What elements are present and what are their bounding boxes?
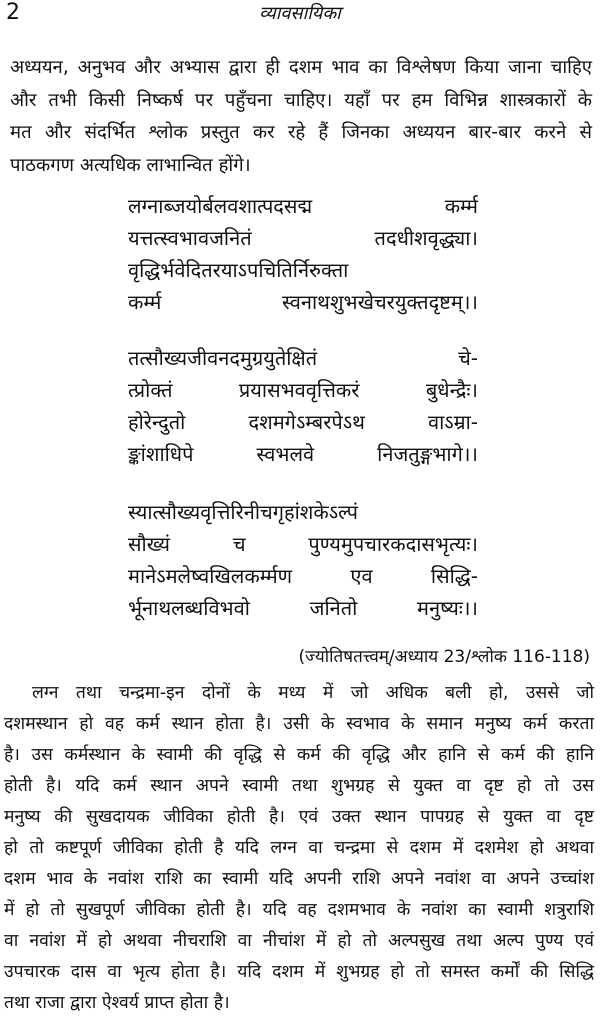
commentary-line: है। उस कर्मस्थान के स्वामी की वृद्धि से कर्म की वृद्धि और हानि से कर्म की हानि: [4, 745, 594, 765]
verse-line: स्यात्सौख्यवृत्तिरिनीचगृहांशकेऽल्पं: [128, 500, 359, 524]
verse-citation: (ज्योतिषतत्त्वम्/अध्याय 23/श्लोक 116-118): [298, 647, 590, 667]
commentary-line: दशमस्थान हो वह कर्म स्थान होता है। उसी के स्वभाव के समान मनुष्य कर्म करता: [4, 714, 594, 734]
verse-line: कर्म्म स्वनाथशुभखेचरयुक्तदृष्टम्।।: [128, 290, 478, 314]
verse-line: तत्सौख्यजीवनदमुग्रयुतेक्षितं चे-: [128, 346, 478, 370]
intro-line: और तभी किसी निष्कर्ष पर पहुँचना चाहिए। यहाँ पर हम विभिन्न शास्त्रकारों के: [10, 89, 592, 111]
running-title: व्यावसायिका: [259, 3, 341, 24]
sanskrit-verse-118: [128, 496, 478, 624]
sanskrit-verse-117: [128, 342, 478, 470]
commentary-paragraph: [4, 678, 594, 1019]
verse-line: सौख्यं च पुण्यमुपचारकदासभृत्यः।: [128, 532, 478, 556]
verse-line: वृद्धिर्भवेदितरयाऽपचितिर्निरुक्ता: [128, 258, 349, 282]
verse-line: र्भूनाथलब्धविभवो जनितो मनुष्यः।।: [128, 596, 478, 620]
page-number: 2: [6, 0, 20, 25]
commentary-line: उपचारक दास वा भृत्य होता है। यदि दशम में शुभग्रह हो तो समस्त कर्मों की सिद्धि: [4, 962, 594, 982]
commentary-line: वा नवांश में हो अथवा नीचराशि वा नीचांश में हो तो अल्पसुख तथा अल्प पुण्य एवं: [4, 931, 594, 951]
verse-line: मानेऽमलेष्वखिलकर्म्मण एव सिद्धि-: [128, 564, 478, 588]
intro-line: पाठकगण अत्यधिक लाभान्वित होंगे।: [10, 154, 251, 176]
intro-line: मत और संदर्भित श्लोक प्रस्तुत कर रहे हैं जिनका अध्ययन बार-बार करने से: [10, 122, 592, 143]
intro-paragraph: [10, 52, 592, 182]
commentary-line: दशम भाव के नवांश राशि का स्वामी यदि अपनी राशि अपने नवांश वा अपने उच्चांश: [4, 869, 594, 889]
verse-line: त्प्रोक्तं प्रयासभववृत्तिकरं बुधेन्द्रैः।: [128, 378, 478, 402]
commentary-line: लग्न तथा चन्द्रमा-इन दोनों के मध्य में जो अधिक बली हो, उससे जो: [32, 683, 594, 703]
commentary-line: हो तो कष्टपूर्ण जीविका होती है यदि लग्न वा चन्द्रमा से दशम में दशमेश हो अथवा: [4, 838, 594, 858]
commentary-line: तथा राजा द्वारा ऐश्वर्य प्राप्त होता है।: [4, 993, 230, 1013]
verse-line: यत्तत्स्वभावजनितं तदधीशवृद्ध्या।: [128, 226, 478, 250]
verse-line: ङ्कांशाधिपे स्वभलवे निजतुङ्गभागे।।: [128, 442, 478, 466]
verse-line: होरेन्दुतो दशमगेऽम्बरपेऽथ वाऽम्रा-: [128, 410, 478, 434]
commentary-line: में हो तो सुखपूर्ण जीविका होती है। यदि वह दशमभाव के नवांश का स्वामी शत्रुराशि: [4, 900, 594, 920]
verse-line: लग्नाब्जयोर्बलवशात्पदसद्म कर्म्म: [128, 194, 478, 218]
sanskrit-verse-116: [128, 190, 478, 318]
intro-line: अध्ययन, अनुभव और अभ्यास द्वारा ही दशम भाव का विश्लेषण किया जाना चाहिए: [10, 57, 592, 78]
commentary-line: मनुष्य की सुखदायक जीविका होती है। एवं उक्त स्थान पापग्रह से युक्त वा दृष्ट: [4, 807, 594, 827]
commentary-line: होती है। यदि कर्म स्थान अपने स्वामी तथा शुभग्रह से युक्त वा दृष्ट हो तो उस: [4, 776, 594, 796]
